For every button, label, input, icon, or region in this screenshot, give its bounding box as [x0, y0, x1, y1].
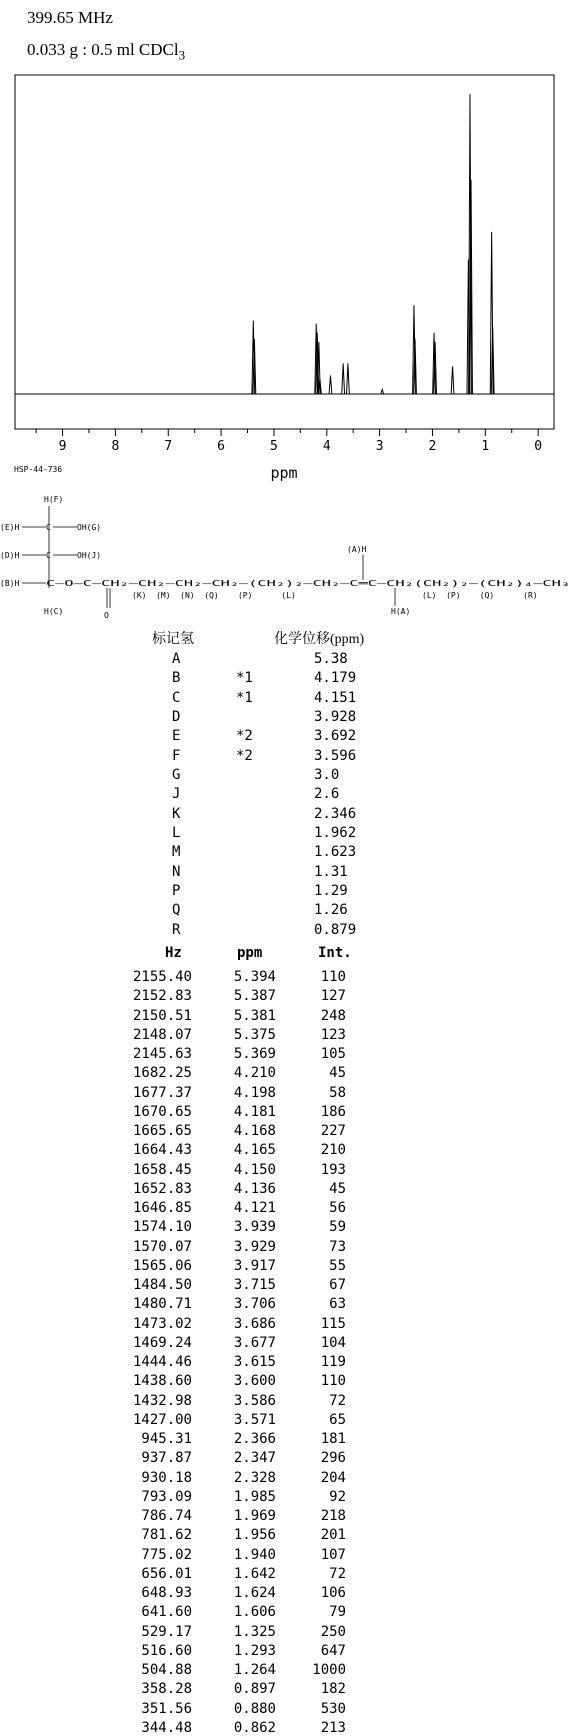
peak-hz: 1665.65 — [132, 1123, 192, 1139]
assignment-note: *2 — [236, 747, 253, 764]
x-axis — [36, 429, 542, 454]
peak-ppm: 4.150 — [233, 1161, 276, 1178]
assignment-label: K — [172, 805, 181, 822]
peak-ppm: 4.165 — [233, 1142, 276, 1159]
peak-col-hz: Hz — [165, 945, 182, 961]
peak-hz: 1670.65 — [132, 1103, 192, 1120]
peak-hz: 1677.37 — [132, 1084, 192, 1101]
peak-ppm: 2.328 — [233, 1469, 276, 1486]
peak-ppm: 0.897 — [233, 1681, 276, 1698]
assignment-shift: 1.26 — [314, 902, 348, 919]
sample-text: 0.033 g : 0.5 ml CDCl — [27, 40, 179, 59]
peak-hz: 1427.00 — [132, 1411, 192, 1428]
struct-ohj: OH(J) — [77, 551, 102, 560]
peak-intensity: 182 — [320, 1681, 346, 1698]
struct-hf: H(F) — [44, 495, 64, 504]
spectrum-peak — [381, 389, 384, 394]
assignment-shift: 4.151 — [314, 689, 357, 706]
nmr-spectrum-chart — [0, 72, 570, 482]
peak-intensity: 1000 — [312, 1662, 346, 1678]
assignment-label: B — [172, 670, 181, 687]
peak-ppm: 3.677 — [233, 1334, 276, 1351]
assignment-shift: 3.0 — [314, 766, 340, 783]
peak-hz: 648.93 — [141, 1585, 192, 1601]
spectrum-peak — [342, 363, 345, 394]
peak-ppm: 3.715 — [233, 1277, 276, 1293]
peak-intensity: 204 — [320, 1469, 346, 1486]
assignment-label: R — [172, 921, 181, 938]
peak-intensity: 45 — [329, 1180, 346, 1197]
peak-hz: 2155.40 — [132, 969, 192, 985]
x-tick-label: 1 — [481, 439, 490, 454]
x-axis-label: ppm — [270, 464, 298, 482]
peak-hz: 781.62 — [141, 1527, 192, 1544]
assignment-label: M — [172, 844, 181, 861]
peak-hz: 945.31 — [141, 1431, 192, 1447]
peak-ppm: 4.210 — [233, 1065, 276, 1082]
peak-ppm: 0.880 — [233, 1700, 276, 1717]
struct-ah-top: (A)H — [347, 545, 367, 554]
peak-ppm: 1.969 — [233, 1508, 276, 1524]
assignment-shift: 1.623 — [314, 844, 357, 861]
peak-hz: 2150.51 — [132, 1007, 192, 1024]
peak-hz: 1438.60 — [132, 1373, 192, 1390]
peak-hz: 1682.25 — [132, 1065, 192, 1082]
spectrum-peak — [451, 366, 454, 394]
peak-intensity: 56 — [329, 1200, 346, 1216]
spectrometer-frequency: 399.65 MHz — [27, 8, 113, 27]
peak-ppm: 2.347 — [233, 1450, 276, 1467]
peak-intensity: 201 — [320, 1527, 346, 1544]
peak-intensity: 227 — [320, 1123, 346, 1139]
peak-hz: 344.48 — [141, 1719, 192, 1736]
peak-ppm: 4.168 — [233, 1123, 276, 1139]
peak-hz: 1646.85 — [132, 1200, 192, 1216]
peak-intensity: 45 — [329, 1065, 346, 1082]
peak-hz: 1432.98 — [132, 1392, 192, 1409]
peak-intensity: 73 — [329, 1238, 346, 1255]
peak-hz: 1484.50 — [132, 1277, 192, 1293]
assignment-shift: 1.31 — [314, 863, 348, 880]
assignment-col-shift: 化学位移(ppm) — [274, 632, 365, 647]
peak-intensity: 58 — [329, 1084, 346, 1101]
struct-chain: C—O—C—CH₂—CH₂—CH₂—CH₂—(CH₂)₂—CH₂—C═C—CH₂(CH₂)₂—(CH₂)₄—CH₃ — [46, 579, 570, 588]
peak-ppm: 1.325 — [233, 1623, 276, 1640]
peak-intensity: 106 — [320, 1585, 346, 1601]
sample-subscript: 3 — [178, 47, 186, 63]
peak-ppm: 3.571 — [233, 1411, 276, 1428]
peak-intensity: 193 — [320, 1161, 346, 1178]
assignment-label: A — [172, 651, 181, 667]
peak-intensity: 63 — [329, 1296, 346, 1313]
peak-ppm: 2.366 — [233, 1431, 276, 1447]
assignment-col-label: 标记氢 — [152, 632, 194, 647]
x-tick-label: 8 — [111, 439, 120, 454]
assignment-shift: 1.29 — [314, 882, 348, 899]
peak-intensity: 72 — [329, 1565, 346, 1582]
peak-ppm: 3.686 — [233, 1315, 276, 1332]
peak-hz: 937.87 — [141, 1450, 192, 1467]
peak-intensity: 65 — [329, 1411, 346, 1428]
assignment-shift: 4.179 — [314, 670, 357, 687]
sample-concentration — [27, 40, 185, 63]
peak-col-ppm: ppm — [237, 945, 263, 961]
x-tick-label: 7 — [164, 439, 173, 454]
struct-sublabels-left: (K) (M) (N) (Q) (P) (L) — [132, 591, 296, 600]
peak-hz: 1444.46 — [132, 1354, 192, 1370]
assignment-label: F — [172, 747, 181, 764]
chemical-structure — [0, 462, 570, 622]
assignment-label: G — [172, 766, 181, 783]
peak-intensity: 210 — [320, 1142, 346, 1159]
peak-ppm: 1.606 — [233, 1604, 276, 1621]
assignment-shift: 3.692 — [314, 728, 357, 745]
x-tick-label: 2 — [428, 439, 437, 454]
assignment-shift: 5.38 — [314, 651, 348, 667]
peak-intensity: 72 — [329, 1392, 346, 1409]
peak-hz: 1469.24 — [132, 1334, 192, 1351]
peak-ppm: 1.624 — [233, 1585, 276, 1601]
peak-ppm: 3.939 — [233, 1219, 276, 1236]
assignment-label: L — [172, 824, 181, 841]
peak-col-int: Int. — [318, 945, 352, 961]
spectrum-peaks — [15, 94, 554, 394]
peak-hz: 930.18 — [141, 1469, 192, 1486]
x-tick-label: 5 — [270, 439, 278, 454]
assignment-shift: 3.596 — [314, 747, 357, 764]
x-tick-label: 3 — [375, 439, 384, 454]
peak-ppm: 3.600 — [233, 1373, 276, 1390]
peak-intensity: 127 — [320, 988, 346, 1005]
x-tick-label: 6 — [217, 439, 226, 454]
peak-intensity: 115 — [320, 1315, 346, 1332]
peak-intensity: 213 — [320, 1719, 346, 1736]
peak-intensity: 296 — [320, 1450, 346, 1467]
assignment-shift: 1.962 — [314, 824, 357, 841]
x-tick-label: 0 — [534, 439, 543, 454]
peak-hz: 641.60 — [141, 1604, 192, 1621]
peak-ppm: 1.956 — [233, 1527, 276, 1544]
assignment-shift: 2.6 — [314, 786, 340, 803]
peak-ppm: 3.586 — [233, 1392, 276, 1409]
struct-bh: (B)H — [0, 579, 20, 588]
struct-c1: C — [46, 523, 51, 532]
peak-ppm: 1.264 — [233, 1662, 276, 1678]
peak-hz: 351.56 — [141, 1700, 192, 1717]
peak-ppm: 5.394 — [233, 969, 276, 985]
peak-intensity: 92 — [329, 1488, 346, 1505]
peak-intensity: 55 — [329, 1257, 346, 1274]
peak-ppm: 4.136 — [233, 1180, 276, 1197]
peak-hz: 2152.83 — [132, 988, 192, 1005]
struct-eh: (E)H — [0, 523, 20, 532]
spectrum-peak — [347, 363, 350, 394]
peak-hz: 358.28 — [141, 1681, 192, 1698]
peak-hz: 529.17 — [141, 1623, 192, 1640]
assignment-shift: 3.928 — [314, 708, 357, 725]
spectrum-peak — [329, 376, 332, 394]
peak-hz: 656.01 — [141, 1565, 192, 1582]
x-tick-label: 9 — [58, 439, 67, 454]
peak-intensity: 123 — [320, 1026, 346, 1043]
assignment-note: *2 — [236, 728, 253, 745]
struct-hc: H(C) — [44, 607, 64, 616]
peak-ppm: 4.121 — [233, 1200, 276, 1216]
peak-hz: 516.60 — [141, 1642, 192, 1659]
peak-ppm: 5.387 — [233, 988, 276, 1005]
peak-intensity: 186 — [320, 1103, 346, 1120]
peak-hz: 793.09 — [141, 1488, 192, 1505]
peak-intensity: 79 — [329, 1604, 346, 1621]
assignment-label: N — [172, 863, 181, 880]
peak-intensity: 248 — [320, 1007, 346, 1024]
peak-ppm: 1.985 — [233, 1488, 276, 1505]
peak-hz: 1664.43 — [132, 1142, 192, 1159]
assignment-shift: 0.879 — [314, 921, 357, 938]
peak-intensity: 59 — [329, 1219, 346, 1236]
peak-ppm: 3.706 — [233, 1296, 276, 1313]
struct-dh: (D)H — [0, 551, 20, 560]
peak-hz: 1652.83 — [132, 1180, 192, 1197]
peak-intensity: 104 — [320, 1334, 346, 1351]
struct-carbonyl-o: O — [104, 611, 109, 620]
peak-intensity: 250 — [320, 1623, 346, 1640]
peak-hz: 2148.07 — [132, 1026, 192, 1043]
peak-hz: 1658.45 — [132, 1161, 192, 1178]
assignment-note: *1 — [236, 689, 253, 706]
assignment-label: P — [172, 882, 181, 899]
peak-ppm: 5.381 — [233, 1007, 276, 1024]
peak-ppm: 4.198 — [233, 1084, 276, 1101]
struct-sublabels-right: (L) (P) (Q) (R) — [422, 591, 538, 600]
peak-hz: 1574.10 — [132, 1219, 192, 1236]
peak-intensity: 105 — [320, 1046, 346, 1062]
peak-intensity: 110 — [320, 969, 346, 985]
peak-intensity: 647 — [320, 1642, 346, 1659]
peak-intensity: 67 — [329, 1277, 346, 1293]
peak-hz: 1480.71 — [132, 1296, 192, 1313]
peak-ppm: 0.862 — [233, 1719, 276, 1736]
peak-intensity: 181 — [320, 1431, 346, 1447]
peak-ppm: 5.369 — [233, 1046, 276, 1062]
peak-hz: 1570.07 — [132, 1238, 192, 1255]
spectrum-id: HSP-44-736 — [14, 465, 63, 474]
peak-ppm: 3.615 — [233, 1354, 276, 1370]
peak-hz: 775.02 — [141, 1546, 192, 1563]
peak-ppm: 1.940 — [233, 1546, 276, 1563]
peak-intensity: 107 — [320, 1546, 346, 1563]
x-tick-label: 4 — [322, 439, 331, 454]
assignment-label: E — [172, 728, 181, 745]
peak-hz: 1473.02 — [132, 1315, 192, 1332]
peak-intensity: 110 — [320, 1373, 346, 1390]
assignment-label: D — [172, 708, 181, 725]
peak-intensity: 218 — [320, 1508, 346, 1524]
assignment-label: J — [172, 786, 181, 803]
peak-ppm: 5.375 — [233, 1026, 276, 1043]
peak-ppm: 1.293 — [233, 1642, 276, 1659]
peak-intensity: 530 — [320, 1700, 346, 1717]
assignment-note: *1 — [236, 670, 253, 687]
assignment-shift: 2.346 — [314, 805, 357, 822]
assignment-label: C — [172, 689, 181, 706]
struct-c2: C — [46, 551, 51, 560]
peak-hz: 786.74 — [141, 1508, 192, 1524]
peak-hz: 1565.06 — [132, 1257, 192, 1274]
struct-ohg: OH(G) — [77, 523, 102, 532]
peak-ppm: 4.181 — [233, 1103, 276, 1120]
peak-intensity: 119 — [320, 1354, 346, 1370]
struct-ha-bottom: H(A) — [391, 607, 411, 616]
peak-ppm: 3.929 — [233, 1238, 276, 1255]
peak-hz: 504.88 — [141, 1662, 192, 1678]
assignment-label: Q — [172, 902, 181, 919]
plot-frame — [15, 75, 554, 429]
peak-ppm: 1.642 — [233, 1565, 276, 1582]
peak-ppm: 3.917 — [233, 1257, 276, 1274]
peak-hz: 2145.63 — [132, 1046, 192, 1062]
